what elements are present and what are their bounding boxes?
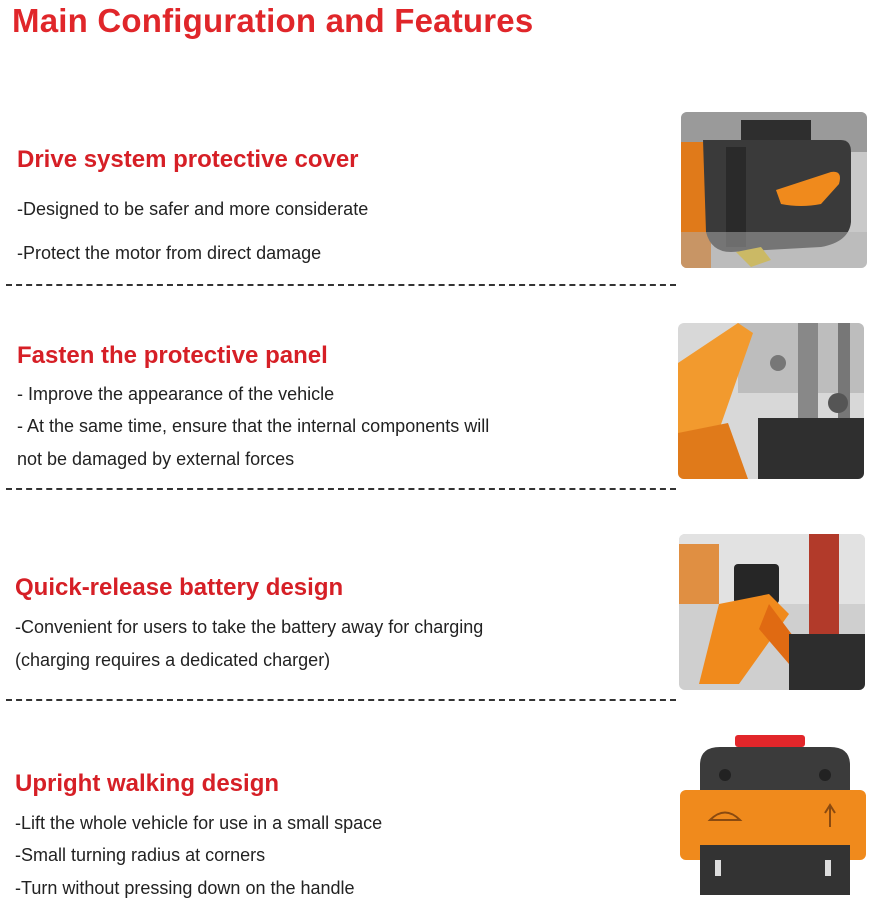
feature-line: -Protect the motor from direct damage bbox=[17, 243, 322, 263]
main-title: Main Configuration and Features bbox=[12, 2, 534, 39]
feature-line: -Small turning radius at corners bbox=[15, 845, 266, 865]
handle-photo bbox=[680, 735, 866, 895]
feature-line: -Convenient for users to take the battery away for charging bbox=[15, 617, 484, 637]
section-heading: Fasten the protective panel bbox=[17, 342, 328, 369]
battery-photo bbox=[679, 534, 865, 690]
section-divider bbox=[6, 284, 676, 286]
feature-line: -Designed to be safer and more considerate bbox=[17, 199, 369, 219]
drive-cover-photo bbox=[681, 112, 867, 268]
feature-line: (charging requires a dedicated charger) bbox=[15, 650, 331, 670]
section-divider bbox=[6, 699, 676, 701]
section-heading: Quick-release battery design bbox=[15, 574, 344, 601]
protective-panel-photo bbox=[678, 323, 864, 479]
section-heading: Upright walking design bbox=[15, 770, 280, 797]
feature-line: -Turn without pressing down on the handle bbox=[15, 878, 355, 898]
feature-line: not be damaged by external forces bbox=[17, 449, 295, 469]
feature-line: - Improve the appearance of the vehicle bbox=[17, 384, 335, 404]
feature-line: -Lift the whole vehicle for use in a small space bbox=[15, 813, 383, 833]
section-divider bbox=[6, 488, 676, 490]
feature-line: - At the same time, ensure that the internal components will bbox=[17, 416, 490, 436]
section-heading: Drive system protective cover bbox=[17, 146, 359, 173]
